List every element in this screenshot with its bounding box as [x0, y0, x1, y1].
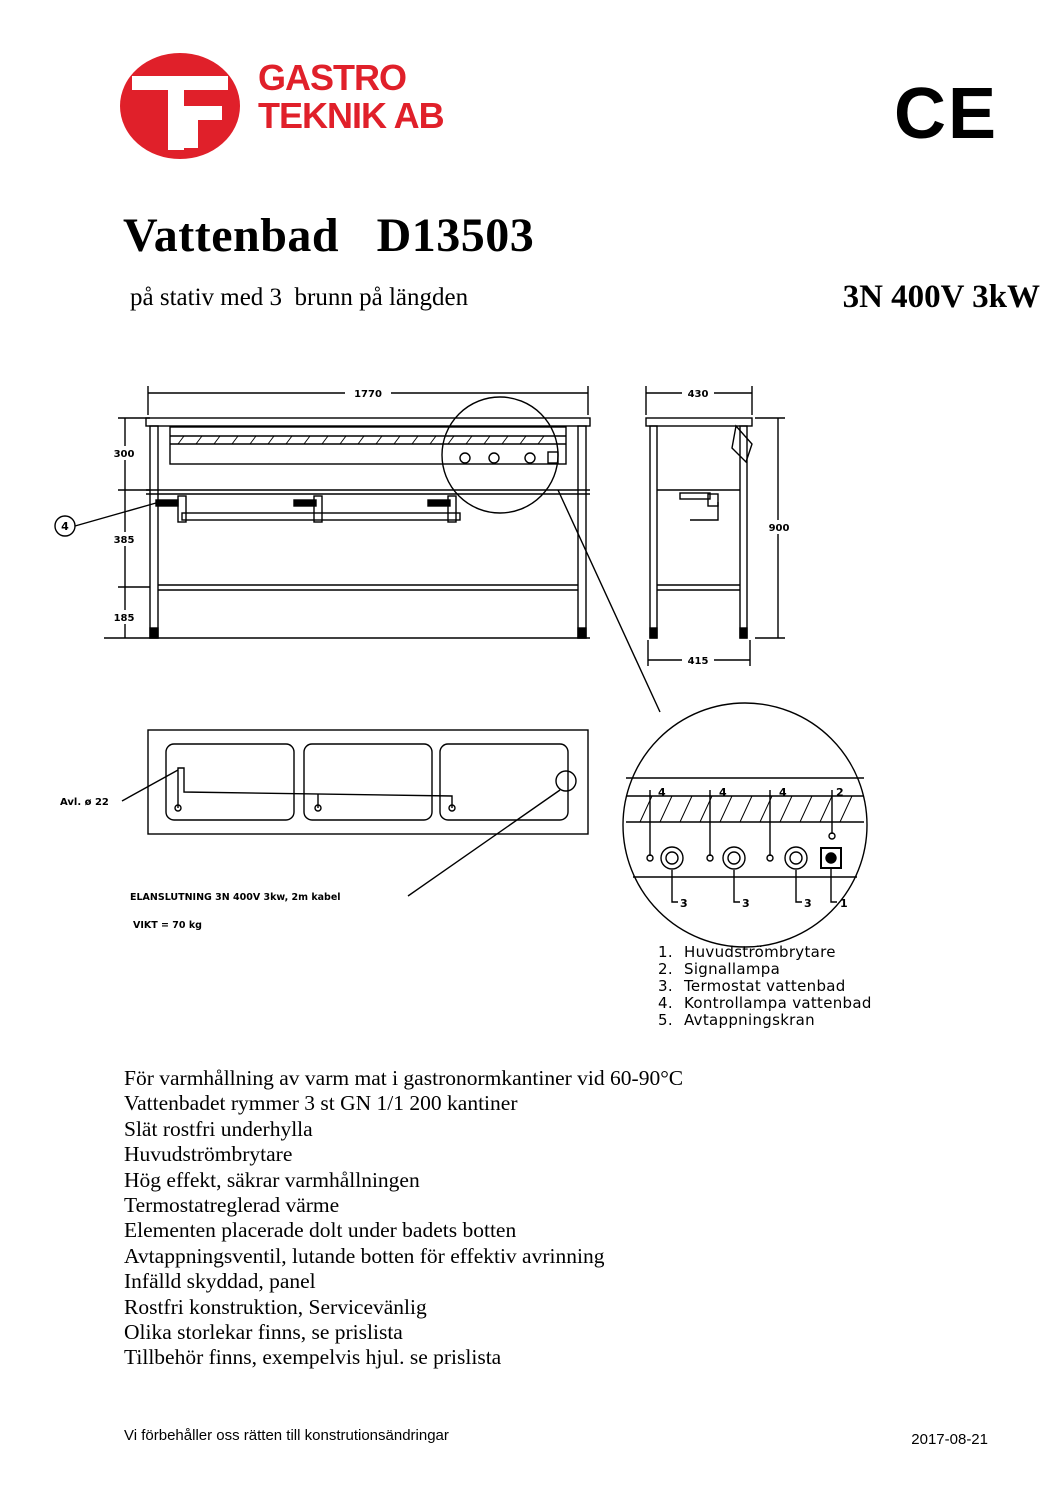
- svg-text:1: 1: [840, 897, 848, 910]
- dimension-heights: [104, 418, 590, 638]
- drain-label: Avl. ø 22: [60, 797, 109, 808]
- feature-item: Hög effekt, säkrar varmhållningen: [124, 1167, 420, 1192]
- svg-text:4: 4: [719, 786, 727, 799]
- company-name-line2: TEKNIK AB: [258, 95, 444, 136]
- feature-item: För varmhållning av varm mat i gastronormkantiner vid 60-90°C: [124, 1066, 684, 1090]
- component-legend: [658, 944, 872, 1029]
- svg-text:4: 4: [658, 786, 666, 799]
- dim-depth: 430: [687, 389, 709, 400]
- weight-label: VIKT = 70 kg: [133, 920, 202, 931]
- side-view: [646, 386, 794, 667]
- legend-item: 2. Signallampa: [658, 960, 781, 978]
- feature-item: Elementen placerade dolt under badets botten: [124, 1218, 517, 1243]
- product-title: Vattenbad D13503: [123, 209, 535, 262]
- legend-item: 1. Huvudströmbrytare: [658, 943, 836, 961]
- feature-item: Tillbehör finns, exempelvis hjul. se prislista: [124, 1345, 502, 1370]
- legend-item: 5. Avtappningskran: [658, 1011, 815, 1029]
- company-logo: [118, 50, 248, 162]
- svg-text:3: 3: [680, 897, 688, 910]
- feature-item: Huvudströmbrytare: [124, 1142, 293, 1167]
- product-subtitle: på stativ med 3 brunn på längden: [130, 284, 469, 311]
- company-name-line1: GASTRO: [258, 57, 407, 98]
- dim-height: 900: [768, 523, 790, 534]
- feature-item: Avtappningsventil, lutande botten för effektiv avrinning: [124, 1243, 605, 1268]
- svg-text:3: 3: [742, 897, 750, 910]
- svg-text:3: 3: [804, 897, 812, 910]
- technical-drawing: [0, 370, 1058, 970]
- dim-depth-inner: 415: [687, 656, 709, 667]
- legend-item: 4. Kontrollampa vattenbad: [658, 994, 872, 1012]
- detail-circle: [442, 397, 558, 513]
- dimension-length: [148, 386, 588, 415]
- electric-connection-label: ELANSLUTNING 3N 400V 3kw, 2m kabel: [130, 892, 341, 903]
- feature-item: Olika storlekar finns, se prislista: [124, 1320, 403, 1345]
- dim-length-label: 1770: [354, 389, 382, 400]
- feature-item: Termostatreglerad värme: [124, 1193, 340, 1218]
- feature-item: Rostfri konstruktion, Servicevänlig: [124, 1294, 427, 1319]
- front-view: [146, 418, 590, 638]
- feature-item: Infälld skyddad, panel: [124, 1269, 316, 1294]
- footer-date: 2017-08-21: [911, 1431, 988, 1448]
- svg-text:4: 4: [61, 520, 69, 533]
- feature-item: Slät rostfri underhylla: [124, 1116, 313, 1141]
- dim-h-mid: 385: [113, 535, 135, 546]
- panel-numbers: [658, 786, 848, 910]
- footer-disclaimer: Vi förbehåller oss rätten till konstrutionsändringar: [124, 1427, 449, 1444]
- feature-item: Vattenbadet rymmer 3 st GN 1/1 200 kantiner: [124, 1091, 518, 1116]
- feature-list: [124, 1066, 683, 1371]
- legend-item: 3. Termostat vattenbad: [658, 977, 846, 995]
- svg-text:2: 2: [836, 786, 844, 799]
- ce-mark: CE: [893, 74, 998, 154]
- svg-text:4: 4: [779, 786, 787, 799]
- callout-4: [55, 503, 156, 536]
- dim-h-top: 300: [113, 449, 135, 460]
- panel-detail: [623, 703, 867, 947]
- dim-h-low: 185: [113, 613, 135, 624]
- power-rating: 3N 400V 3kW: [842, 279, 1040, 315]
- top-view: [122, 730, 588, 896]
- company-name: [258, 57, 444, 136]
